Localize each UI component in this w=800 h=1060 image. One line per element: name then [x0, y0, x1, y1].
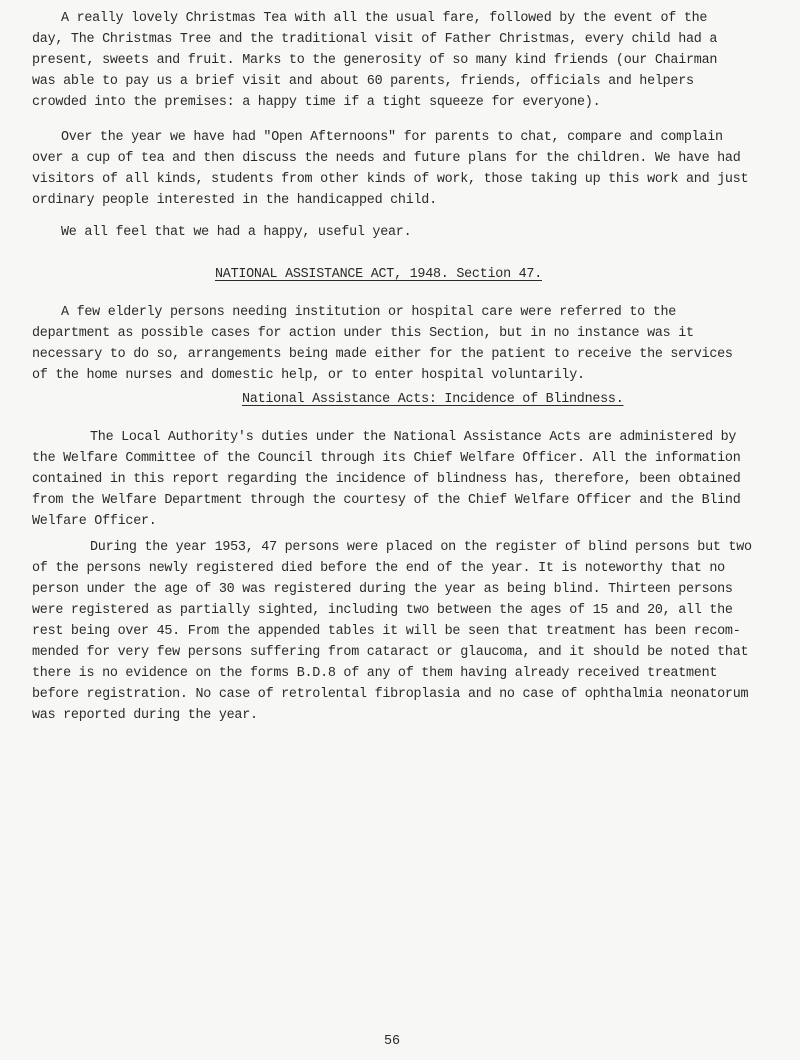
paragraph-elderly-persons: A few elderly persons needing institution or hospital care were referred to the department as possible cases for action under this Section, but in no instance was it necessary to do so, arrangements being made either for the patient to receive the services of the home nurses and domestic help, or to enter hospital voluntarily.: [32, 305, 733, 383]
paragraph-christmas-tea: A really lovely Christmas Tea with all the usual fare, followed by the event of the day, The Christmas Tree and the traditional visit of Father Christmas, every child had a present, sweets and fruit. Marks to the generosity of so many kind friends (our Chairman was able to pay us a brief visit and about 60 parents, friends, officials and helpers crowded into the premises: a happy time if a tight squeeze for everyone).: [32, 11, 718, 110]
paragraph-blind-register-1953: During the year 1953, 47 persons were placed on the register of blind persons but two of the persons newly registered died before the end of the year. It is noteworthy that no person under the age of 30 was registered during the year as being blind. Thirteen persons were registered as partially sighted, including two between the ages of 15 and 20, all the rest being over 45. From the appended tables it will be seen that treatment has been recom- mended for very few persons suffering from cataract or glaucoma, and it should be noted that there is no evidence on the forms B.D.8 of any of them having already received treatment before registration. No case of retrolental fibroplasia and no case of ophthalmia neonatorum was reported during the year.: [32, 540, 752, 723]
heading-incidence-of-blindness: National Assistance Acts: Incidence of Blindness.: [242, 392, 624, 407]
paragraph-open-afternoons: Over the year we have had "Open Afternoons" for parents to chat, compare and complain over a cup of tea and then discuss the needs and future plans for the children. We have had visitors of all kinds, students from other kinds of work, those taking up this work and just ordinary people interested in the handicapped child.: [32, 130, 749, 208]
page-number: 56: [384, 1034, 401, 1049]
paragraph-local-authority-duties: The Local Authority's duties under the National Assistance Acts are administered by the Welfare Committee of the Council through its Chief Welfare Officer. All the information contained in this report regarding the incidence of blindness has, therefore, been obtained from the Welfare Department through the courtesy of the Chief Welfare Officer and the Blind Welfare Officer.: [32, 430, 741, 529]
paragraph-happy-year: We all feel that we had a happy, useful year.: [61, 225, 412, 240]
heading-section-47: NATIONAL ASSISTANCE ACT, 1948. Section 47.: [215, 267, 542, 282]
